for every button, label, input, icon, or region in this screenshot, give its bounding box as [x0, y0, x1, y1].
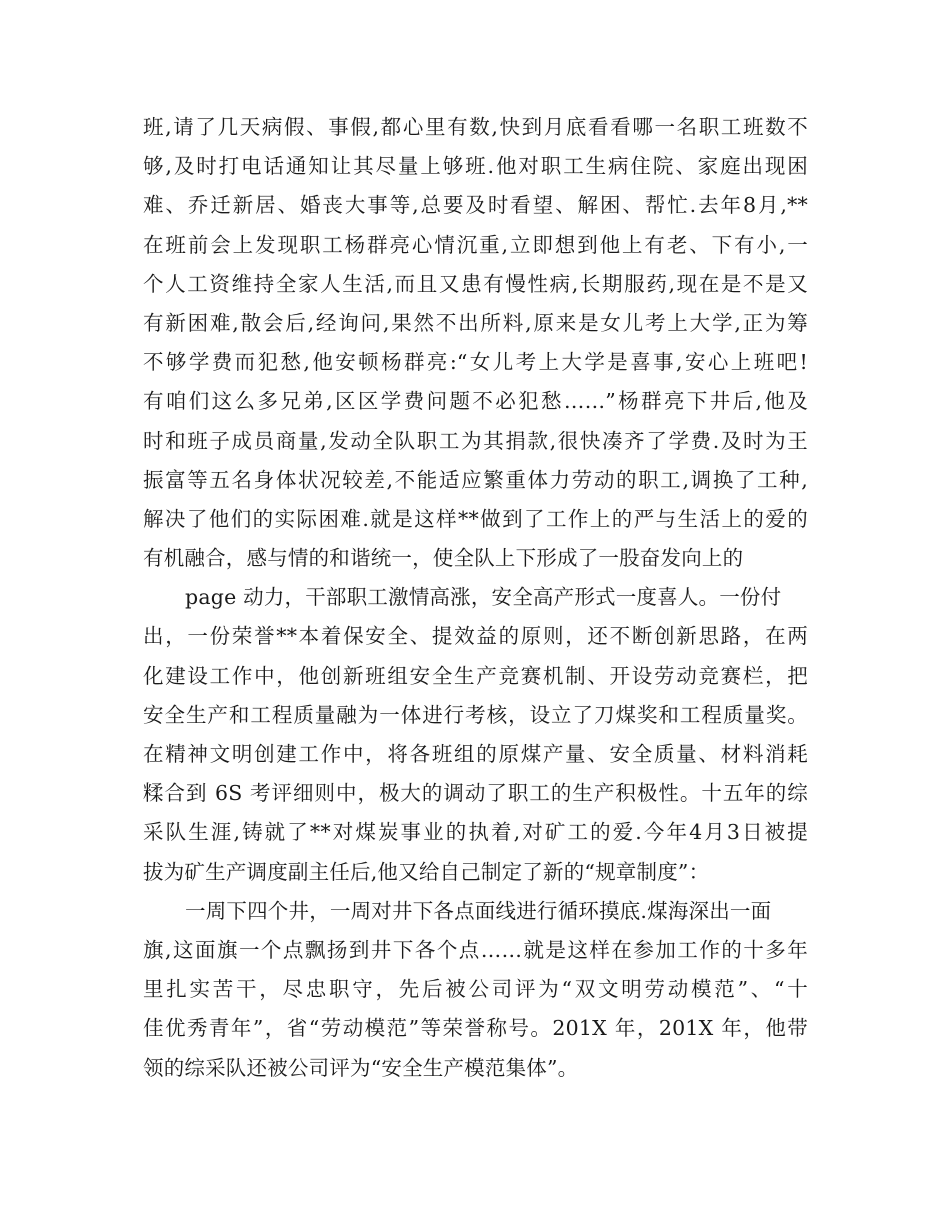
text-line: page 动力，干部职工激情高涨，安全高产形式一度喜人。一份付	[185, 585, 782, 610]
text-line: 采队生涯,铸就了**对煤炭事业的执着,对矿工的爱.今年4月3日被提	[143, 820, 808, 845]
text-line: 时和班子成员商量,发动全队职工为其捐款,很快凑齐了学费.及时为王	[143, 428, 808, 453]
text-line: 不够学费而犯愁,他安顿杨群亮:“女儿考上大学是喜事,安心上班吧!	[143, 350, 808, 375]
text-line: 在精神文明创建工作中，将各班组的原煤产量、安全质量、材料消耗	[143, 742, 808, 766]
paragraph-2	[143, 578, 808, 892]
text-line: 领的综采队还被公司评为“安全生产模范集体”。	[143, 1055, 579, 1080]
text-line: 里扎实苦干，尽忠职守，先后被公司评为“双文明劳动模范”、“十	[143, 977, 808, 1002]
text-line: 有新困难,散会后,经询问,果然不出所料,原来是女儿考上大学,正为筹	[143, 310, 808, 335]
document-body	[143, 108, 808, 1088]
text-line: 旗,这面旗一个点飘扬到井下各个点……就是这样在参加工作的十多年	[143, 937, 808, 962]
text-line: 一周下四个井，一周对井下各点面线进行循环摸底.煤海深出一面	[185, 898, 772, 923]
text-line: 振富等五名身体状况较差,不能适应繁重体力劳动的职工,调换了工种,	[143, 467, 808, 492]
text-line: 有机融合，感与情的和谐统一，使全队上下形成了一股奋发向上的	[143, 546, 744, 571]
text-line: 拔为矿生产调度副主任后,他又给自己制定了新的“规章制度”：	[143, 859, 710, 884]
text-line: 佳优秀青年”，省“劳动模范”等荣誉称号。201X 年，201X 年，他带	[143, 1016, 808, 1041]
text-line: 个人工资维持全家人生活,而且又患有慢性病,长期服药,现在是不是又	[143, 271, 808, 296]
text-line: 班,请了几天病假、事假,都心里有数,快到月底看看哪一名职工班数不	[143, 115, 808, 139]
text-line: 够,及时打电话通知让其尽量上够班.他对职工生病住院、家庭出现困	[143, 154, 808, 179]
text-line: 安全生产和工程质量融为一体进行考核，设立了刀煤奖和工程质量奖。	[143, 702, 808, 727]
text-line: 在班前会上发现职工杨群亮心情沉重,立即想到他上有老、下有小,一	[143, 232, 808, 257]
text-line: 糅合到 6S 考评细则中，极大的调动了职工的生产积极性。十五年的综	[143, 781, 808, 806]
text-line: 难、乔迁新居、婚丧大事等,总要及时看望、解困、帮忙.去年8月,**	[143, 193, 808, 218]
paragraph-3	[143, 892, 808, 1088]
text-line: 化建设工作中，他创新班组安全生产竞赛机制、开设劳动竞赛栏，把	[143, 663, 808, 688]
text-line: 解决了他们的实际困难.就是这样**做到了工作上的严与生活上的爱的	[143, 506, 808, 531]
text-line: 出，一份荣誉**本着保安全、提效益的原则，还不断创新思路，在两	[143, 624, 808, 649]
text-line: 有咱们这么多兄弟,区区学费问题不必犯愁……”杨群亮下井后,他及	[143, 389, 808, 414]
paragraph-1	[143, 108, 808, 578]
